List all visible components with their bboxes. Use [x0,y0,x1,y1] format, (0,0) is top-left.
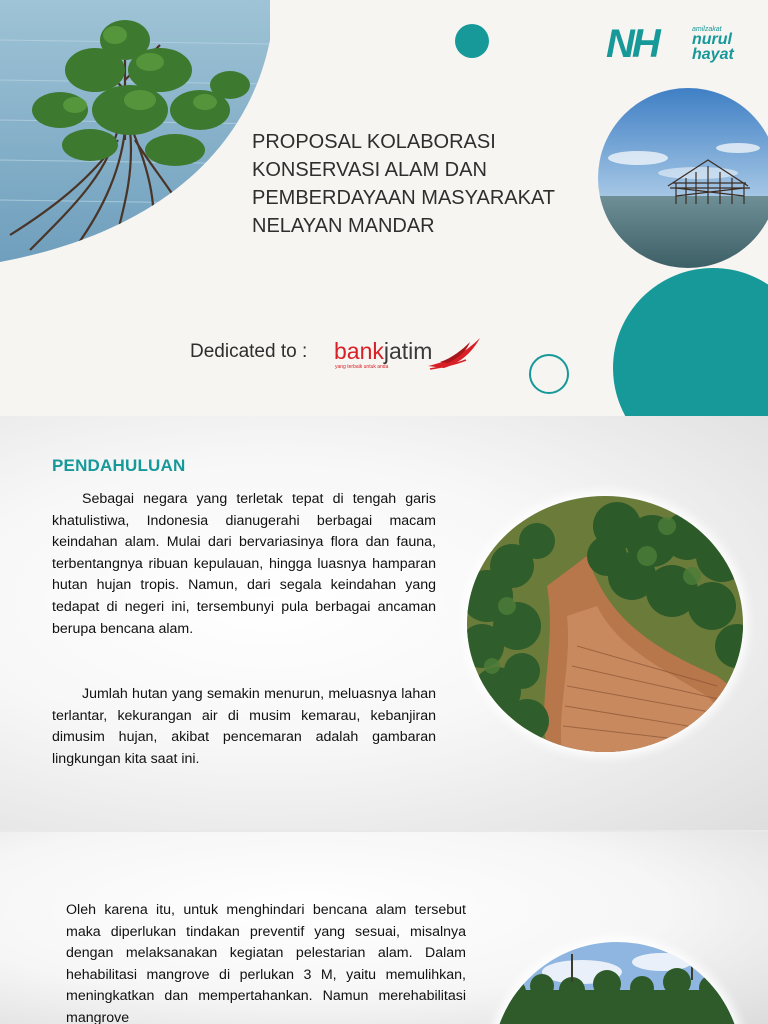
introduction-slide [0,416,768,830]
intro-paragraph-2: Jumlah hutan yang semakin menurun, meluasnya lahan terlantar, kekurangan air di musim kemarau, kebanjiran dimusim hujan, akibat pencemaran adalah gambaran lingkungan kita saat ini. [52,686,436,767]
decorative-ring [529,354,569,394]
intro-paragraph-1: Sebagai negara yang terletak tepat di tengah garis khatulistiwa, Indonesia dianugerahi berbagai macam keindahan alam. Mulai dari bervariasinya flora dan fauna, terbentangnya ribuan kepulauan, hingga luasnya hamparan hutan hujan tropis. Namun, dari segala keindahan yang tedapat di negeri ini, tersembunyi pula berbagai ancaman berupa bencana alam. [52,491,436,637]
title-line: NELAYAN MANDAR [252,215,435,237]
continuation-paragraph: Oleh karena itu, untuk menghindari bencana alam tersebut maka diperlukan tindakan preventif yang sesuai, misalnya dengan melaksanakan kegiatan pelestarian alam. Dalam hehabilitasi mangrove di perlukan 3 M, yaitu memulihkan, meningkatkan dan mempertahankan. Namun merehabilitasi mangrove [66,902,466,1024]
proposal-title [252,128,592,240]
title-line: KONSERVASI ALAM DAN [252,159,487,181]
mangrove-tree-image [0,0,270,262]
bank-jatim-logo: bankjatim yang terbaik untuk anda [334,336,484,376]
fishing-platform-image [598,88,768,268]
bank-wing-icon [426,336,482,370]
decorative-teal-circle [613,268,768,416]
mangrove-forest-image [492,942,742,1024]
deforestation-image [467,496,743,752]
decorative-teal-dot [455,24,489,58]
title-line: PROPOSAL KOLABORASI [252,131,496,153]
cover-slide [0,0,768,416]
continuation-slide [0,832,768,1024]
title-line: PEMBERDAYAAN MASYARAKAT [252,187,556,209]
nurul-hayat-logo: NH amilzakat nurul hayat [606,22,734,66]
section-heading: PENDAHULUAN [52,456,186,475]
dedicated-label: Dedicated to : [190,341,308,362]
